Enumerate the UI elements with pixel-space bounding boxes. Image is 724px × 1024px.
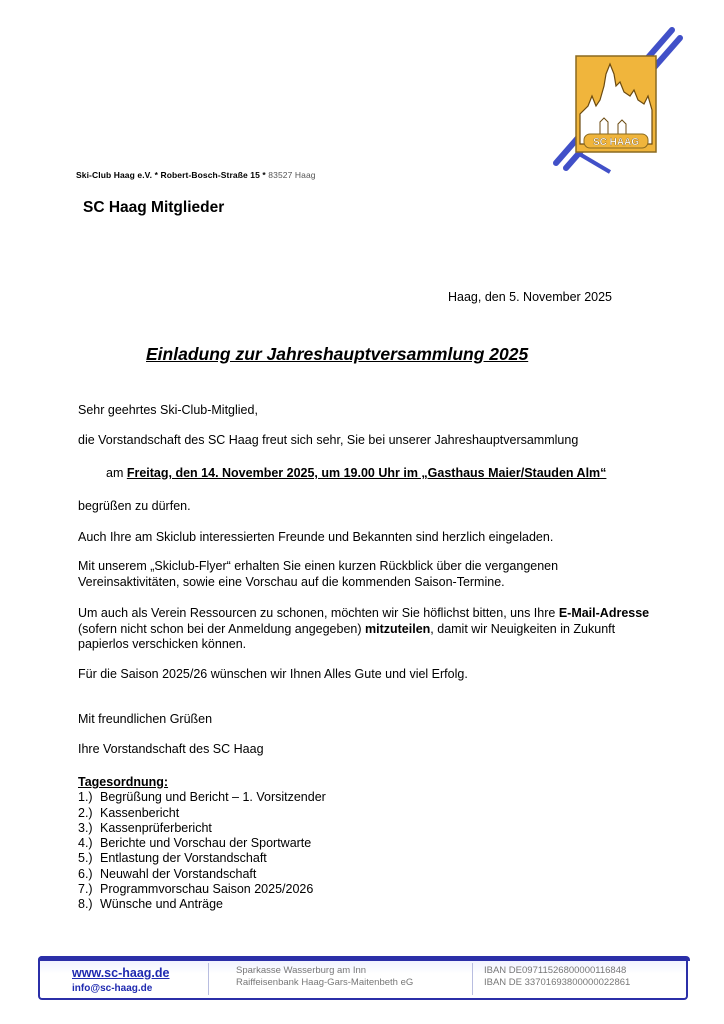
signature: Ihre Vorstandschaft des SC Haag: [78, 742, 264, 756]
event-line: [106, 466, 686, 482]
recipient: SC Haag Mitglieder: [83, 199, 225, 216]
footer-ibans: [484, 965, 630, 989]
paragraph-flyer: Mit unserem „Skiclub-Flyer“ erhalten Sie einen kurzen Rückblick über die vergangenen Vereinsaktivitäten, sowie eine Vorschau auf die kommenden Saison-Termine.: [78, 559, 559, 589]
event-prefix: am: [106, 466, 127, 480]
email-text-c: (sofern nicht schon bei der Anmeldung angegeben): [78, 621, 365, 636]
iban-2: IBAN DE 33701693800000022861: [484, 977, 631, 988]
email-notify-emphasis: mitzuteilen: [365, 621, 431, 636]
email-text-a: Um auch als Verein Ressourcen zu schonen, möchten wir Sie höflichst bitten, uns Ihre: [78, 606, 559, 620]
agenda-item: 4.) Berichte und Vorschau der Sportwarte: [78, 836, 312, 851]
email-link[interactable]: info@sc-haag.de: [72, 983, 153, 994]
letter-footer: [38, 956, 688, 1000]
closing: Mit freundlichen Grüßen: [78, 712, 213, 726]
agenda-item: 6.) Neuwahl der Vorstandschaft: [78, 866, 257, 881]
sender-address-city: 83527 Haag: [265, 170, 316, 180]
castle-shield-icon: [576, 56, 656, 152]
agenda-list: [78, 790, 326, 912]
logo-text: SC HAAG: [592, 137, 640, 148]
letter-date: Haag, den 5. November 2025: [448, 290, 612, 304]
email-text-e: , damit wir Neuigkeiten in Zukunft papierlos verschicken können.: [78, 621, 616, 651]
paragraph-friends: Auch Ihre am Skiclub interessierten Freunde und Bekannten sind herzlich eingeladen.: [78, 530, 554, 544]
bank-name-1: Sparkasse Wasserburg am Inn: [236, 965, 367, 976]
footer-banks: [236, 965, 413, 989]
agenda: [78, 775, 326, 913]
agenda-heading: Tagesordnung:: [78, 775, 169, 789]
website-link[interactable]: www.sc-haag.de: [72, 966, 170, 980]
footer-divider: [208, 963, 209, 995]
paragraph-season: Für die Saison 2025/26 wünschen wir Ihnen Alles Gute und viel Erfolg.: [78, 667, 468, 681]
agenda-item: 5.) Entlastung der Vorstandschaft: [78, 851, 267, 866]
club-logo: [548, 26, 684, 174]
agenda-item: 8.) Wünsche und Anträge: [78, 897, 223, 912]
footer-bar: [38, 956, 690, 961]
agenda-item: 1.) Begrüßung und Bericht – 1. Vorsitzender: [78, 790, 326, 805]
paragraph-welcome: begrüßen zu dürfen.: [78, 499, 191, 513]
agenda-item: 7.) Programmvorschau Saison 2025/2026: [78, 882, 314, 897]
agenda-item: 2.) Kassenbericht: [78, 805, 180, 820]
letter-title: Einladung zur Jahreshauptversammlung 2025: [146, 344, 529, 364]
paragraph-email: [78, 606, 663, 653]
sender-address: [76, 170, 316, 180]
iban-1: IBAN DE09711526800000116848: [484, 965, 627, 976]
sender-address-bold: Ski-Club Haag e.V. * Robert-Bosch-Straße 15 *: [76, 170, 266, 180]
footer-contact: [72, 966, 169, 994]
email-address-emphasis: E-Mail-Adresse: [558, 606, 650, 620]
salutation: Sehr geehrtes Ski-Club-Mitglied,: [78, 403, 258, 417]
footer-divider: [472, 963, 473, 995]
agenda-item: 3.) Kassenprüferbericht: [78, 820, 212, 835]
paragraph-intro: die Vorstandschaft des SC Haag freut sich sehr, Sie bei unserer Jahreshauptversammlung: [78, 433, 579, 447]
bank-name-2: Raiffeisenbank Haag-Gars-Maitenbeth eG: [236, 977, 414, 988]
event-details: Freitag, den 14. November 2025, um 19.00 Uhr im „Gasthaus Maier/Stauden Alm“: [126, 466, 607, 480]
